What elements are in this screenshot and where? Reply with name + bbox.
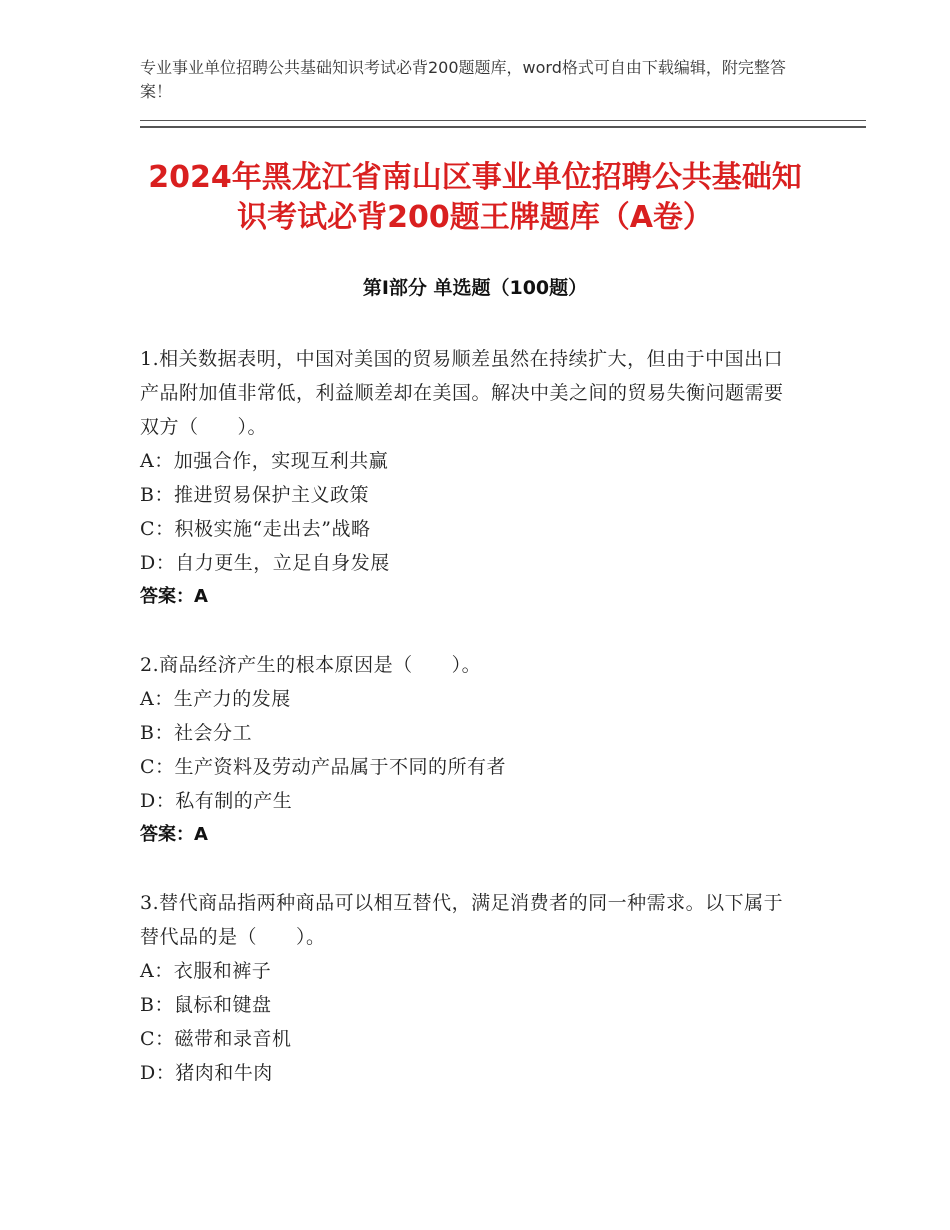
question-item	[140, 886, 800, 1090]
option-d: D：自力更生，立足自身发展	[140, 552, 390, 574]
option-a: A：生产力的发展	[140, 688, 291, 710]
section-title: 第Ⅰ部分 单选题（100题）	[362, 277, 588, 299]
question-stem: 1.相关数据表明，中国对美国的贸易顺差虽然在持续扩大，但由于中国出口产品附加值非常低，利益顺差却在美国。解决中美之间的贸易失衡问题需要双方（ ）。	[140, 348, 784, 438]
option-d: D：私有制的产生	[140, 790, 293, 812]
question-stem: 3.替代商品指两种商品可以相互替代，满足消费者的同一种需求。以下属于替代品的是（ ）。	[140, 892, 784, 948]
question-list	[140, 342, 800, 1124]
option-d: D：猪肉和牛肉	[140, 1062, 273, 1084]
option-c: C：生产资料及劳动产品属于不同的所有者	[140, 756, 507, 778]
header-note: 专业事业单位招聘公共基础知识考试必背200题题库，word格式可自由下载编辑，附完整答案！	[140, 58, 786, 101]
question-stem: 2.商品经济产生的根本原因是（ ）。	[140, 654, 482, 676]
option-b: B：社会分工	[140, 722, 252, 744]
question-item	[140, 342, 800, 614]
page-title: 2024年黑龙江省南山区事业单位招聘公共基础知识考试必背200题王牌题库（A卷）	[148, 160, 802, 235]
answer-line: 答案：A	[140, 824, 208, 845]
option-c: C：积极实施“走出去”战略	[140, 518, 371, 540]
option-a: A：加强合作，实现互利共赢	[140, 450, 389, 472]
answer-line: 答案：A	[140, 586, 208, 607]
option-a: A：衣服和裤子	[140, 960, 272, 982]
header-divider	[140, 120, 866, 128]
option-c: C：磁带和录音机	[140, 1028, 292, 1050]
option-b: B：推进贸易保护主义政策	[140, 484, 369, 506]
option-b: B：鼠标和键盘	[140, 994, 272, 1016]
question-item	[140, 648, 800, 852]
